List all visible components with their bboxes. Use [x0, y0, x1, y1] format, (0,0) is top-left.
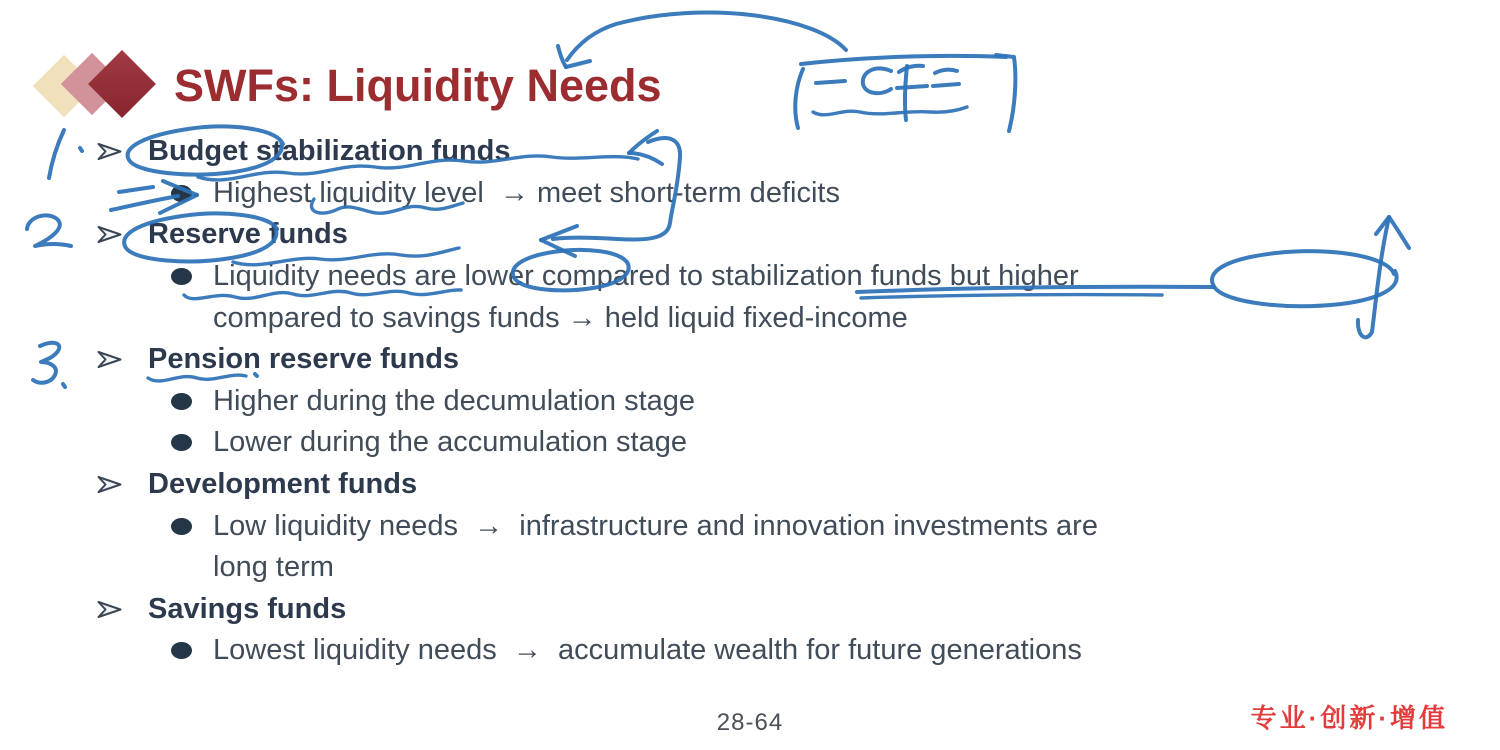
sub-bullet — [0, 505, 1500, 547]
sub-bullet — [0, 256, 1500, 298]
list-item-reserve — [0, 214, 1500, 256]
sub-bullet-text: Higher during the decumulation stage — [213, 384, 696, 417]
sub-bullet-text: compared to savings funds → held liquid fixed-income — [213, 301, 908, 334]
list-item-label: Savings funds — [148, 592, 347, 625]
list-item-label: Budget stabilization funds — [148, 135, 511, 168]
bullet-dot-icon — [171, 268, 192, 285]
list-item-budget-stabilization — [0, 131, 1500, 173]
handwritten-cf-text — [813, 66, 967, 120]
sub-bullet-text: Lowest liquidity needs → accumulate wealth for future generations — [213, 634, 1082, 667]
page-title: SWFs: Liquidity Needs — [174, 60, 662, 111]
sub-bullet — [0, 630, 1500, 672]
list-item-pension-reserve — [0, 339, 1500, 381]
bullet-dot-icon — [171, 642, 192, 659]
bullet-dot-icon — [171, 185, 192, 202]
list-item-label: Pension reserve funds — [148, 343, 460, 376]
sub-bullet-text: Lower during the accumulation stage — [213, 426, 687, 459]
sub-bullet-text: Low liquidity needs → infrastructure and innovation investments are — [213, 509, 1098, 542]
sub-bullet — [0, 173, 1500, 215]
sub-bullet-continuation — [0, 547, 1500, 589]
arrow-marker-icon — [96, 141, 123, 162]
list-item-development — [0, 464, 1500, 506]
sub-bullet-text: long term — [213, 551, 334, 584]
diamond-logo-icon — [36, 53, 164, 119]
sub-bullet — [0, 422, 1500, 464]
bullet-dot-icon — [171, 434, 192, 451]
sub-bullet-text: Liquidity needs are lower compared to stabilization funds but higher — [213, 260, 1079, 293]
bullet-dot-icon — [171, 518, 192, 535]
page-number: 28-64 — [716, 709, 784, 736]
handwritten-cf-box — [795, 55, 1015, 131]
list-item-label: Development funds — [148, 468, 418, 501]
arrow-marker-icon — [96, 474, 123, 495]
title-row — [36, 53, 662, 119]
sub-bullet-continuation — [0, 297, 1500, 339]
bullet-list — [0, 131, 1500, 672]
bullet-dot-icon — [171, 393, 192, 410]
sub-bullet — [0, 381, 1500, 423]
arrow-marker-icon — [96, 349, 123, 370]
arrow-marker-icon — [96, 599, 123, 620]
list-item-savings — [0, 589, 1500, 631]
sub-bullet-text: Highest liquidity level → meet short-term deficits — [213, 176, 840, 209]
footer-slogan: 专业·创新·增值 — [1250, 703, 1448, 733]
arrow-marker-icon — [96, 224, 123, 245]
list-item-label: Reserve funds — [148, 218, 348, 251]
